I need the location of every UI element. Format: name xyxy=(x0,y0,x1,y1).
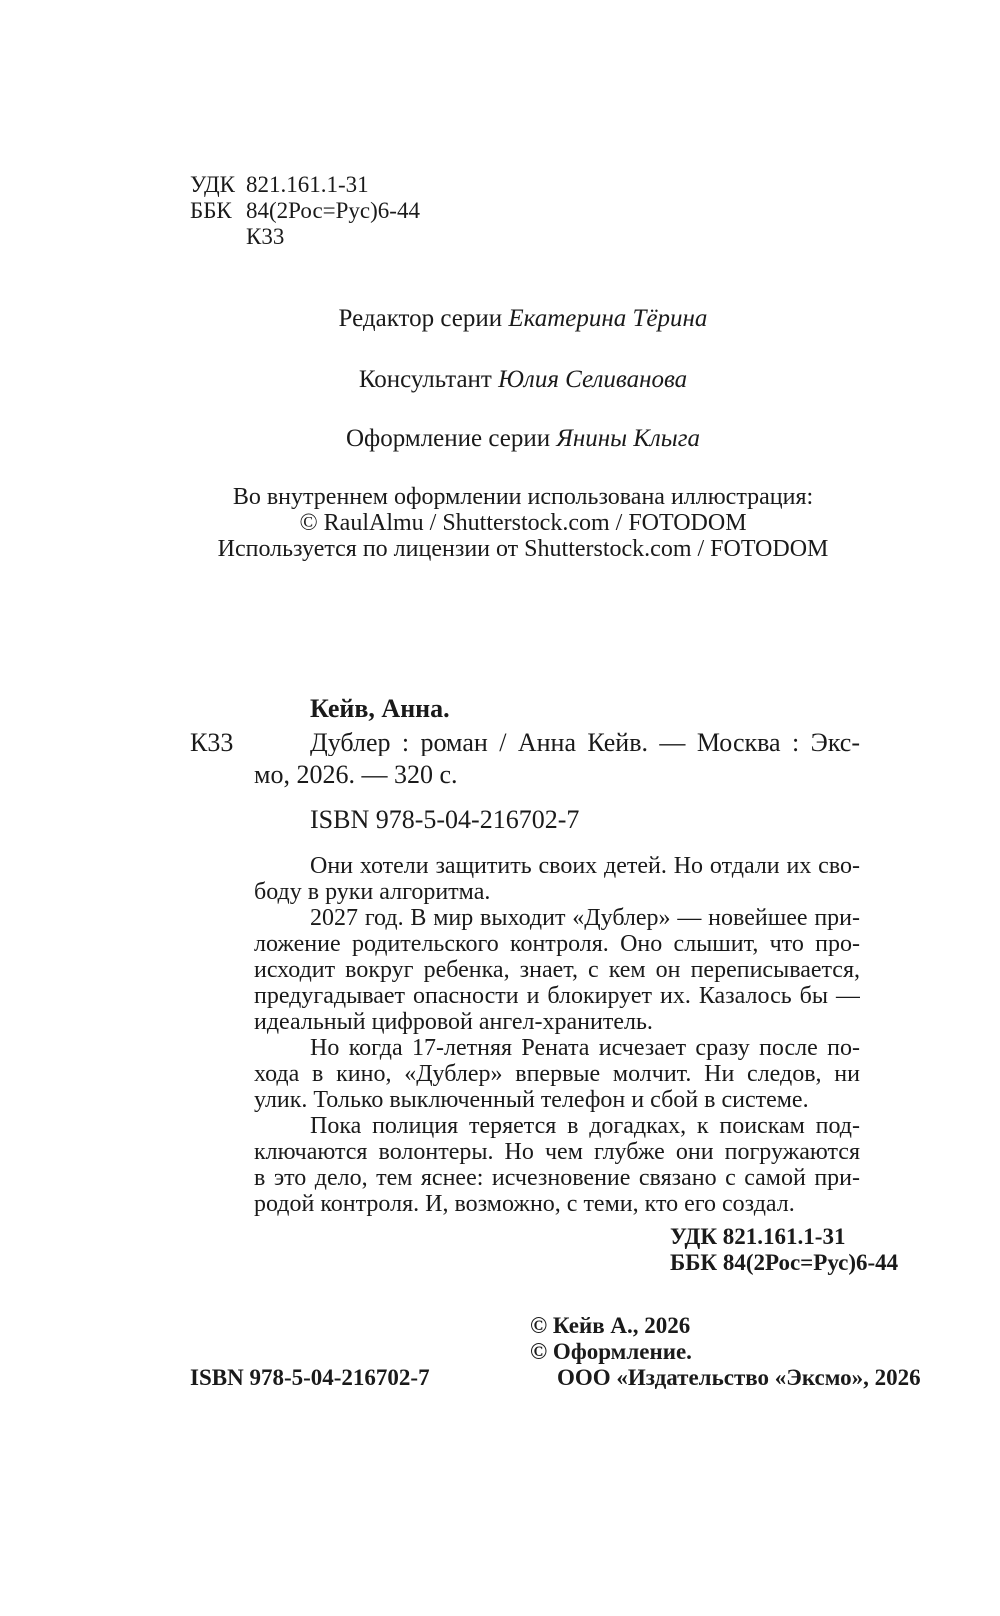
annotation-line: исходит вокруг ребенка, знает, с кем он переписывается, xyxy=(254,957,860,983)
footer-isbn: ISBN 978-5-04-216702-7 xyxy=(190,1365,430,1390)
annotation-line: Они хотели защитить своих детей. Но отдали их сво- xyxy=(310,853,860,879)
series-design-line xyxy=(0,425,1000,453)
annotation-line: боду в руки алгоритма. xyxy=(254,879,491,905)
consultant-line xyxy=(0,366,1000,394)
illustration-credit-1: Во внутреннем оформлении использована иллюстрация: xyxy=(232,484,814,510)
series-design-name: Янины Клыга xyxy=(556,425,700,452)
bbk-value: 84(2Рос=Рус)6-44 xyxy=(246,198,420,223)
bib-title-line-2: мо, 2026. — 320 с. xyxy=(254,760,458,789)
annotation-line: хода в кино, «Дублер» впервые молчит. Ни следов, ни xyxy=(254,1061,860,1087)
footer-bbk: ББК 84(2Рос=Рус)6-44 xyxy=(670,1250,899,1275)
annotation-paragraph-1 xyxy=(310,853,860,879)
udk-label: УДК xyxy=(190,172,235,197)
annotation-line: предугадывает опасности и блокирует их. Казалось бы — xyxy=(254,983,860,1009)
copyright-publisher: ООО «Издательство «Эксмо», 2026 xyxy=(557,1365,921,1390)
annotation-line: Пока полиция теряется в догадках, к поискам под- xyxy=(310,1113,860,1139)
bib-isbn: ISBN 978-5-04-216702-7 xyxy=(310,805,580,834)
annotation-line: родой контроля. И, возможно, с теми, кто его создал. xyxy=(254,1191,795,1217)
annotation-line: идеальный цифровой ангел-хранитель. xyxy=(254,1009,653,1035)
series-editor-line xyxy=(0,305,1000,333)
author-mark: К33 xyxy=(246,224,285,249)
copyright-author: © Кейв А., 2026 xyxy=(530,1313,691,1338)
annotation-paragraph-2-cont xyxy=(254,931,860,1035)
annotation-line: Но когда 17-летняя Рената исчезает сразу после по- xyxy=(310,1035,860,1061)
bbk-label: ББК xyxy=(190,198,232,223)
annotation-paragraph-3 xyxy=(310,1035,860,1061)
annotation-line: в это дело, тем яснее: исчезновение связано с самой при- xyxy=(254,1165,860,1191)
annotation-paragraph-4 xyxy=(310,1113,860,1139)
consultant-role: Консультант xyxy=(358,366,492,393)
series-design-role: Оформление серии xyxy=(346,425,551,452)
annotation-line: 2027 год. В мир выходит «Дублер» — новейшее при- xyxy=(310,905,860,931)
annotation-paragraph-3-cont xyxy=(254,1061,860,1113)
footer-udk: УДК 821.161.1-31 xyxy=(670,1224,846,1249)
copyright-design: © Оформление. xyxy=(530,1339,692,1364)
series-editor-role: Редактор серии xyxy=(338,305,503,332)
illustration-credit-3: Используется по лицензии от Shutterstock.com / FOTODOM xyxy=(217,536,829,562)
annotation-paragraph-2 xyxy=(310,905,860,931)
consultant-name: Юлия Селиванова xyxy=(498,366,688,393)
annotation-line: ложение родительского контроля. Оно слышит, что про- xyxy=(254,931,860,957)
annotation-line: улик. Только выключенный телефон и сбой в системе. xyxy=(254,1087,809,1113)
series-editor-name: Екатерина Тёрина xyxy=(508,305,708,332)
annotation-paragraph-4-cont xyxy=(254,1139,860,1217)
bib-author-heading: Кейв, Анна. xyxy=(310,694,450,723)
bib-title-line-1: Дублер : роман / Анна Кейв. — Москва : Экс- xyxy=(310,730,860,756)
illustration-credit-2: © RaulAlmu / Shutterstock.com / FOTODOM xyxy=(299,510,747,536)
bib-author-mark: К33 xyxy=(190,728,234,757)
udk-value: 821.161.1-31 xyxy=(246,172,369,197)
annotation-line: ключаются волонтеры. Но чем глубже они погружаются xyxy=(254,1139,860,1165)
